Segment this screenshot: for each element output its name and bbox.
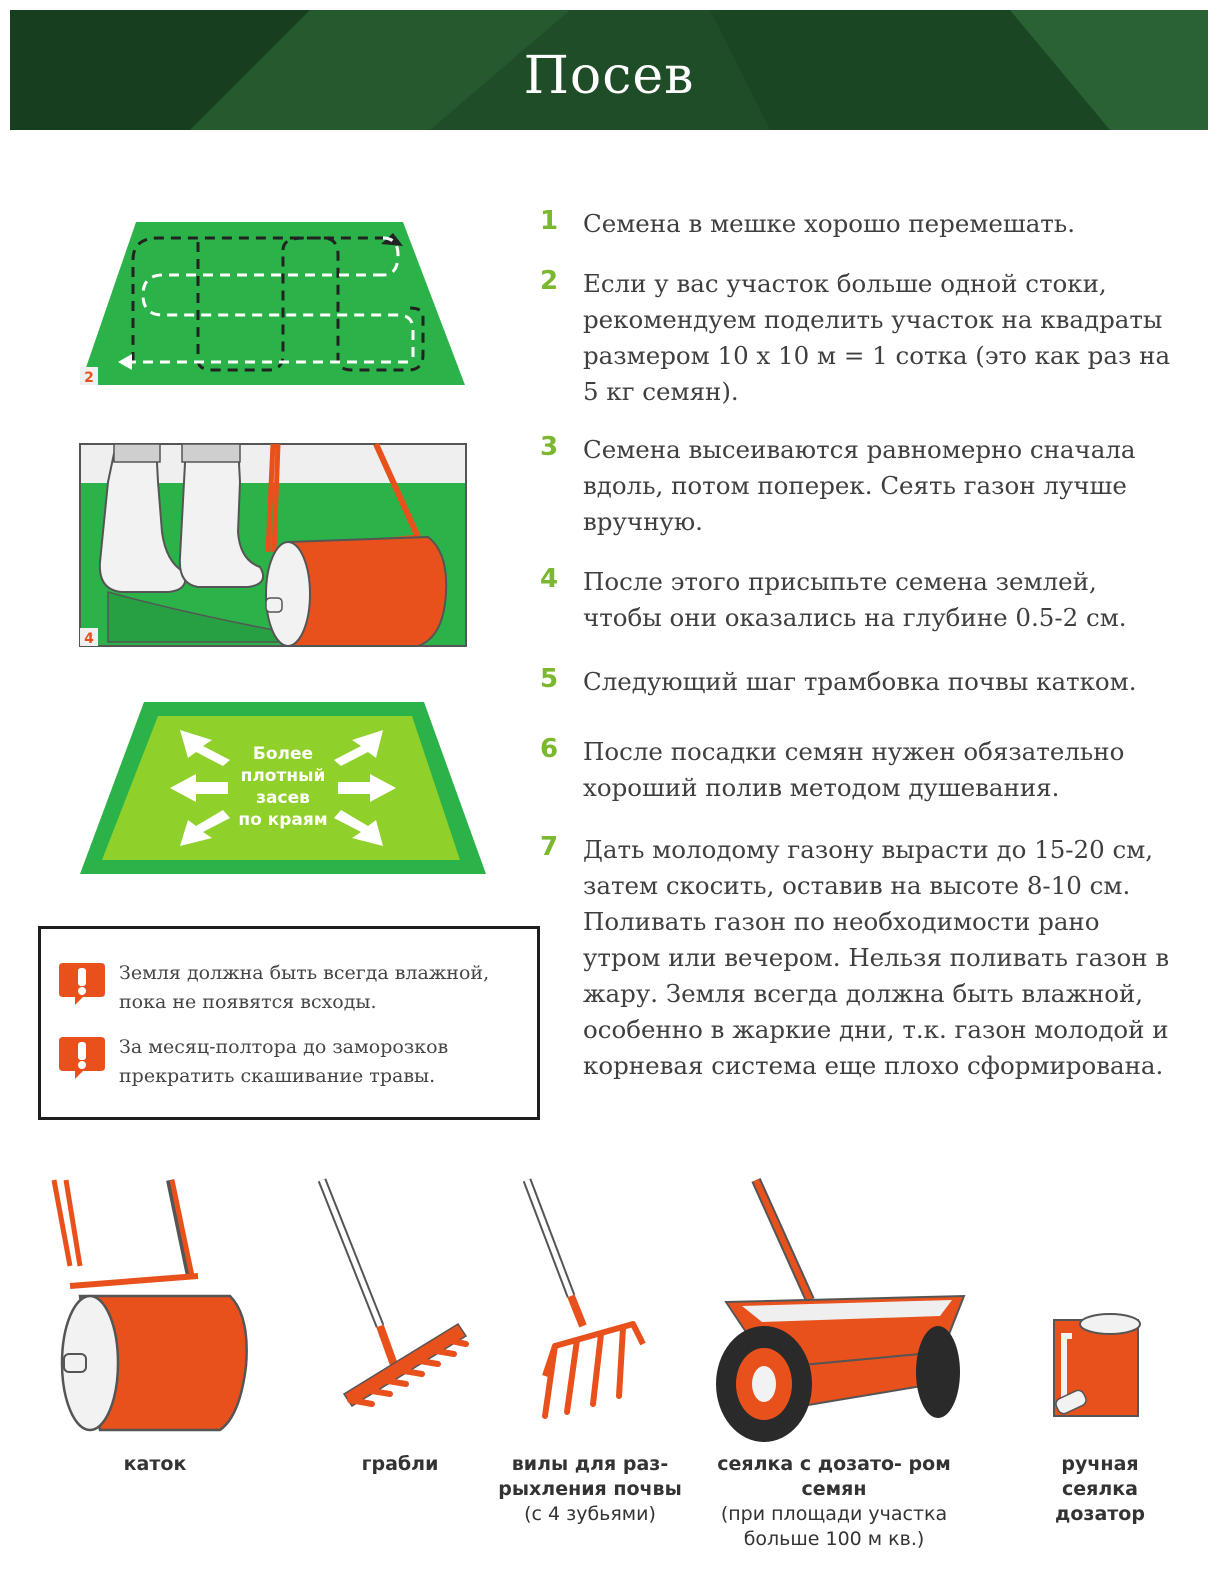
tool-label-roller xyxy=(60,1452,250,1477)
tool-name: вилы для раз- рыхления почвы xyxy=(498,1453,682,1500)
step-number: 3 xyxy=(540,432,559,462)
tool-name: сеялка с дозато- ром семян xyxy=(717,1453,951,1500)
tool-label-spreader xyxy=(712,1452,956,1552)
edge-text-line-2: плотный xyxy=(240,766,326,786)
tool-note: (с 4 зубьями) xyxy=(524,1503,656,1525)
tool-name: грабли xyxy=(361,1453,439,1475)
edge-sowing-illustration xyxy=(78,700,490,876)
roller-badge-text: 4 xyxy=(84,631,94,647)
plot-sowing-pattern-illustration xyxy=(78,220,468,388)
page-header xyxy=(10,10,1208,130)
warning-text: За месяц-полтора до заморозков прекратить скашивание травы. xyxy=(119,1036,449,1087)
step-number: 4 xyxy=(540,564,559,594)
tool-name: ручная сеялка дозатор xyxy=(1055,1453,1145,1525)
hand-seeder-icon xyxy=(1040,1306,1150,1426)
plot-badge-text: 2 xyxy=(84,370,94,386)
step-number: 6 xyxy=(540,734,559,764)
step-text: После посадки семян нужен обязательно хороший полив методом душевания. xyxy=(583,737,1125,802)
pitchfork-icon xyxy=(515,1176,665,1426)
step-text: Если у вас участок больше одной стоки, рекомендуем поделить участок на квадраты размером 10 х 10 м = 1 сотка (это как раз на 5 кг семян). xyxy=(583,269,1171,406)
rake-icon xyxy=(310,1176,480,1416)
step-text: После этого присыпьте семена землей, чтобы они оказались на глубине 0.5-2 см. xyxy=(583,567,1127,632)
step-number: 5 xyxy=(540,664,559,694)
roller-compaction-illustration xyxy=(78,442,468,648)
step-text: Семена высеиваются равномерно сначала вдоль, потом поперек. Сеять газон лучше вручную. xyxy=(583,435,1136,536)
step-number: 7 xyxy=(540,832,559,862)
step-text: Семена в мешке хорошо перемешать. xyxy=(583,209,1075,238)
tool-note: (при площади участка больше 100 м кв.) xyxy=(720,1503,948,1550)
lawn-roller-icon xyxy=(40,1176,260,1436)
warning-text: Земля должна быть всегда влажной, пока не появятся всходы. xyxy=(119,962,490,1013)
edge-text-line-1: Более xyxy=(252,744,314,764)
exclamation-icon xyxy=(57,959,107,1007)
edge-text-line-3: засев xyxy=(256,788,310,808)
step-number: 1 xyxy=(540,206,559,236)
page-title: Посев xyxy=(523,46,695,106)
step-text: Дать молодому газону вырасти до 15-20 см, затем скосить, оставив на высоте 8-10 см. Поливать газон по необходимости рано утром или вечером. Нельзя поливать газон в жару. Земля всегда должна быть влажной, особенно в жаркие дни, т.к. газон молодой и корневая система еще плохо сформирована. xyxy=(583,835,1170,1080)
exclamation-icon xyxy=(57,1033,107,1081)
step-text: Следующий шаг трамбовка почвы катком. xyxy=(583,667,1137,696)
seed-spreader-icon xyxy=(712,1176,974,1446)
tool-label-rake xyxy=(310,1452,490,1477)
tool-label-hand-seeder xyxy=(1040,1452,1160,1527)
tool-label-pitchfork xyxy=(490,1452,690,1527)
edge-text-line-4: по краям xyxy=(238,810,328,830)
step-number: 2 xyxy=(540,266,559,296)
warnings-box xyxy=(38,926,540,1120)
tool-name: каток xyxy=(123,1453,187,1475)
